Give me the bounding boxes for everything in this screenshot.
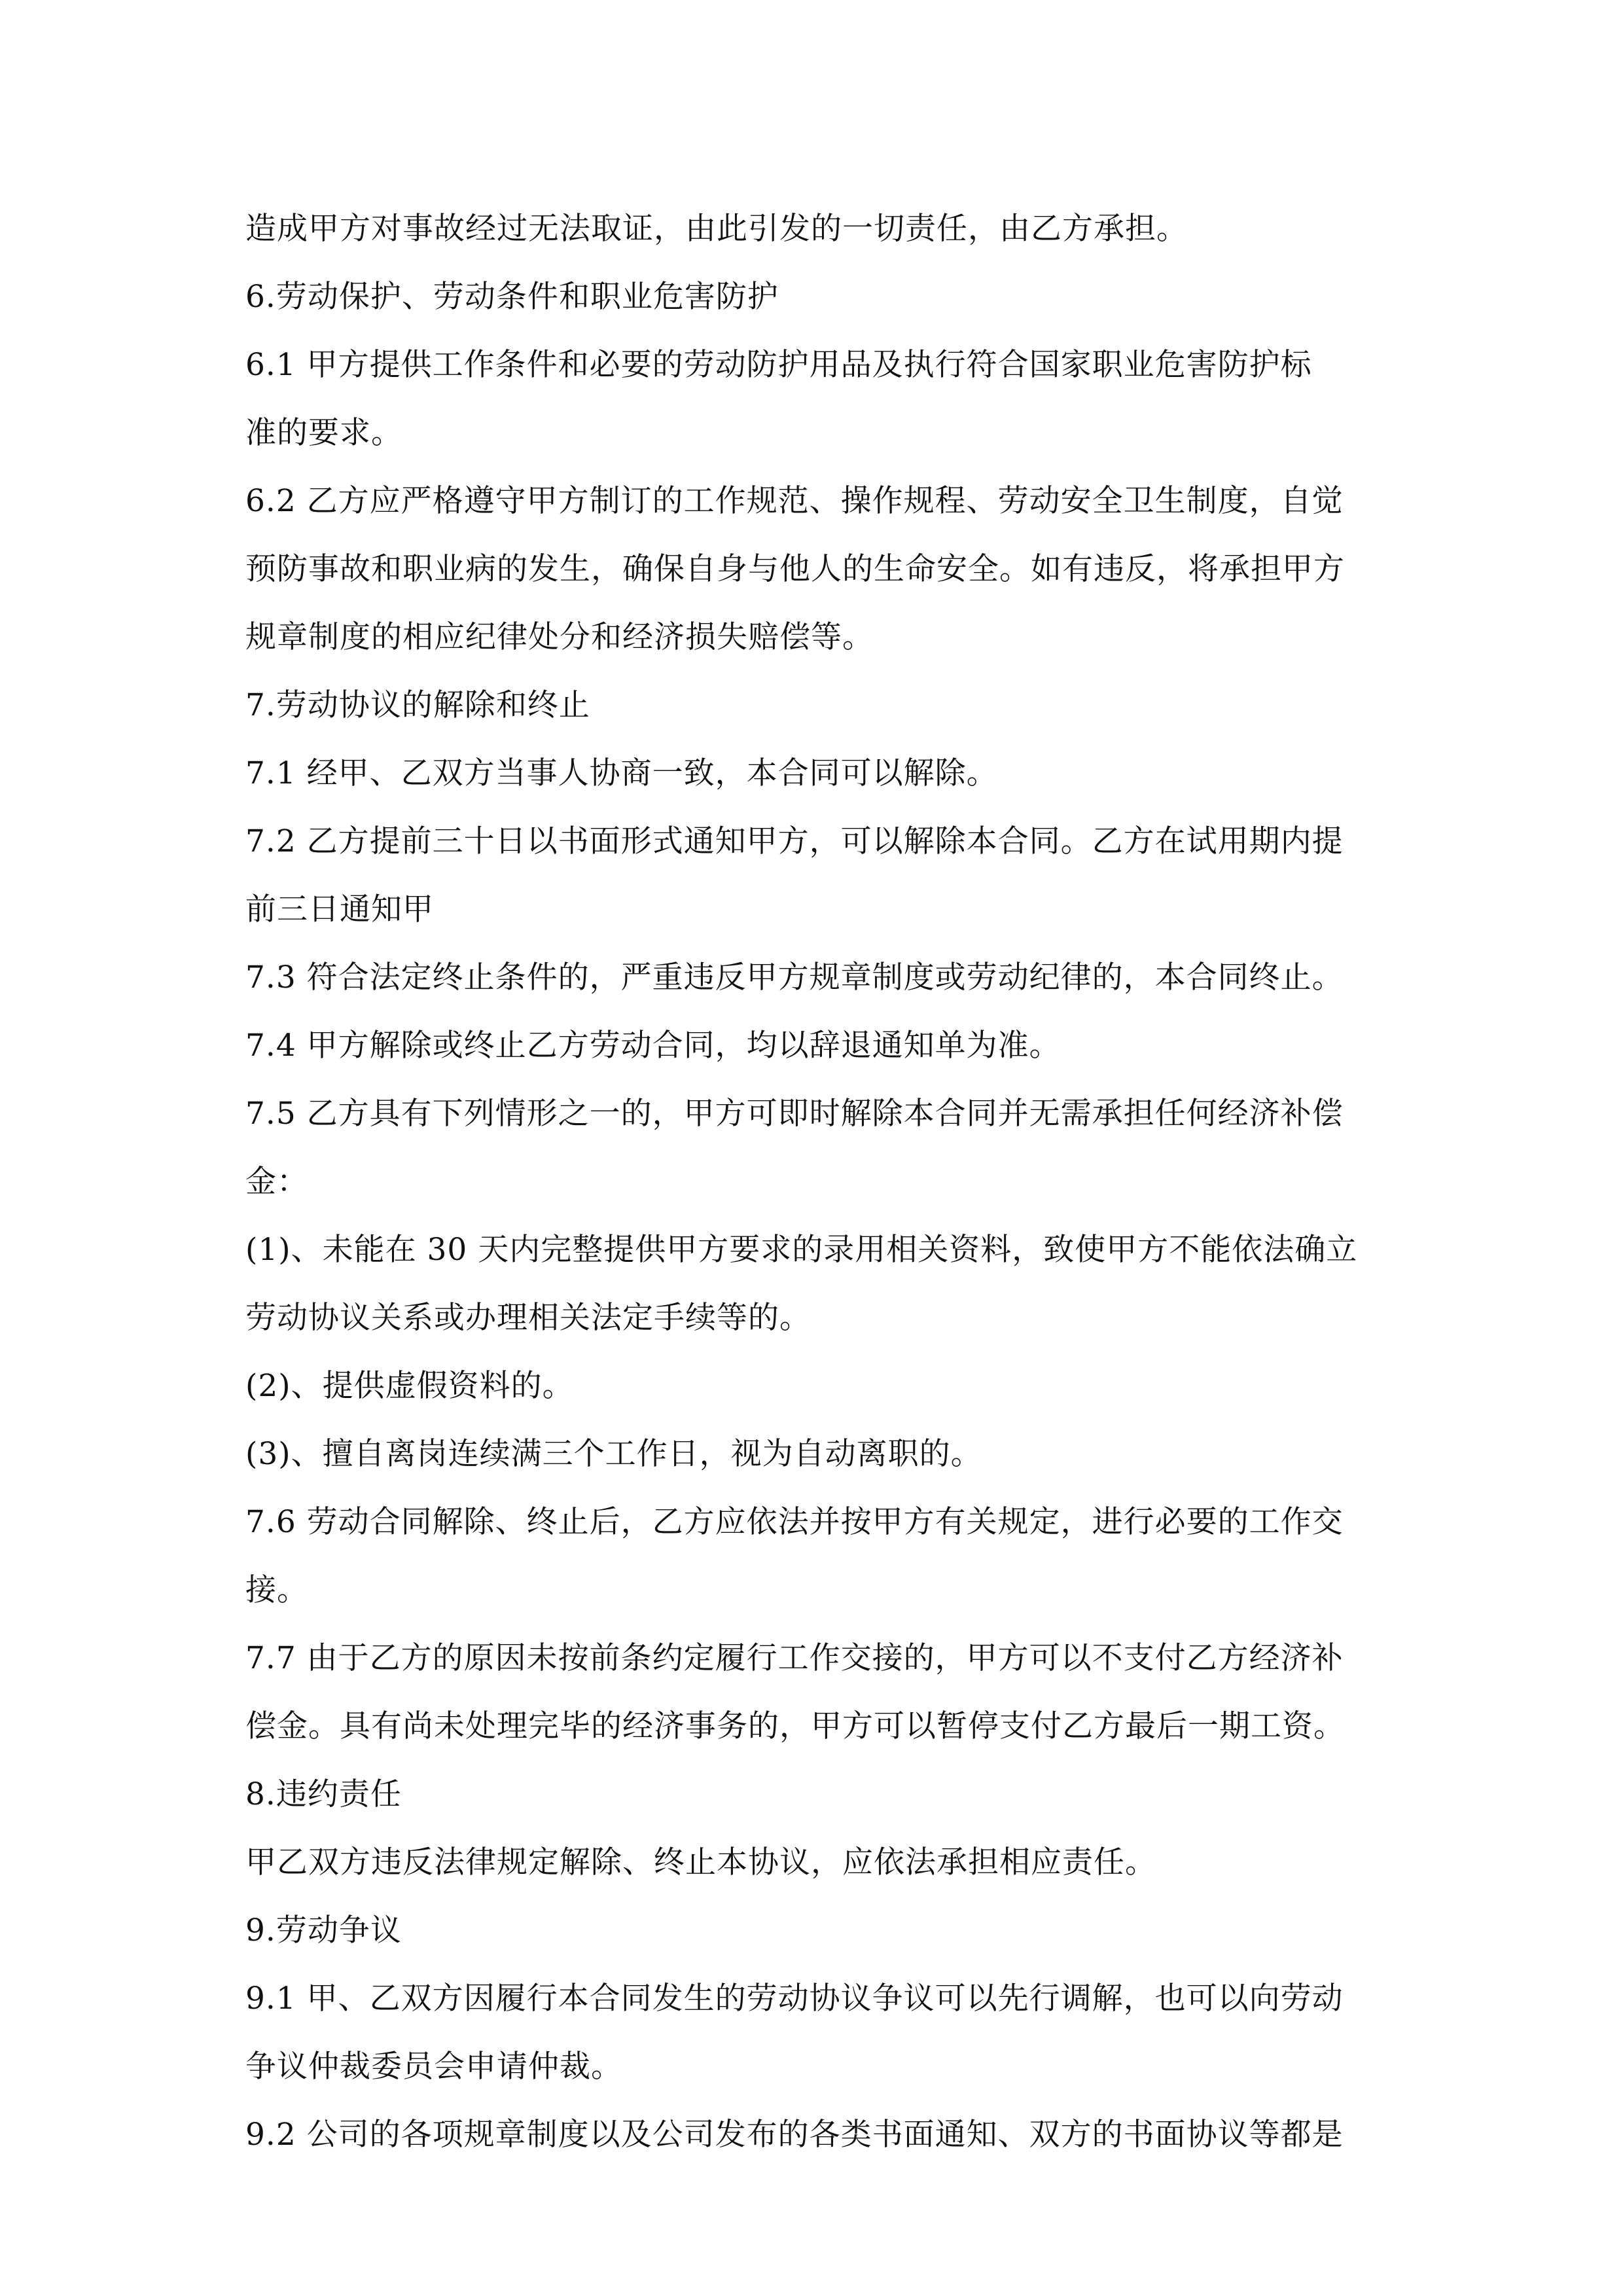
text-line: 7.7 由于乙方的原因未按前条约定履行工作交接的，甲方可以不支付乙方经济补 xyxy=(245,1640,1344,1676)
text-line: 6.1 甲方提供工作条件和必要的劳动防护用品及执行符合国家职业危害防护标 xyxy=(245,347,1312,383)
section-heading: 6.劳动保护、劳动条件和职业危害防护 xyxy=(245,279,779,315)
text-line: 规章制度的相应纪律处分和经济损失赔偿等。 xyxy=(245,619,874,655)
text-line: 9.2 公司的各项规章制度以及公司发布的各类书面通知、双方的书面协议等都是 xyxy=(245,2117,1344,2153)
text-line: 7.4 甲方解除或终止乙方劳动合同，均以辞退通知单为准。 xyxy=(245,1028,1061,1064)
text-line: 金： xyxy=(245,1164,308,1200)
text-line: 7.5 乙方具有下列情形之一的，甲方可即时解除本合同并无需承担任何经济补偿 xyxy=(245,1096,1344,1132)
text-line: 甲乙双方违反法律规定解除、终止本协议，应依法承担相应责任。 xyxy=(245,1844,1156,1880)
text-line: 9.1 甲、乙双方因履行本合同发生的劳动协议争议可以先行调解，也可以向劳动 xyxy=(245,1981,1344,2017)
text-line: 劳动协议关系或办理相关法定手续等的。 xyxy=(245,1300,811,1336)
text-line: 接。 xyxy=(245,1572,308,1608)
text-line: 7.6 劳动合同解除、终止后，乙方应依法并按甲方有关规定，进行必要的工作交 xyxy=(245,1504,1344,1540)
document-body xyxy=(245,195,1397,2169)
text-line: (3)、擅自离岗连续满三个工作日，视为自动离职的。 xyxy=(245,1436,982,1472)
text-line: 前三日通知甲 xyxy=(245,891,434,927)
text-line: 准的要求。 xyxy=(245,415,402,451)
section-heading: 7.劳动协议的解除和终止 xyxy=(245,687,590,723)
section-heading: 9.劳动争议 xyxy=(245,1912,402,1948)
text-line: 造成甲方对事故经过无法取证，由此引发的一切责任，由乙方承担。 xyxy=(245,211,1188,247)
text-line: (2)、提供虚假资料的。 xyxy=(245,1368,574,1404)
text-line: 预防事故和职业病的发生，确保自身与他人的生命安全。如有违反，将承担甲方 xyxy=(245,551,1345,587)
text-line: 争议仲裁委员会申请仲裁。 xyxy=(245,2049,622,2085)
section-heading: 8.违约责任 xyxy=(245,1776,402,1812)
text-line: 7.1 经甲、乙双方当事人协商一致，本合同可以解除。 xyxy=(245,755,998,791)
text-line: 6.2 乙方应严格遵守甲方制订的工作规范、操作规程、劳动安全卫生制度，自觉 xyxy=(245,483,1344,519)
text-line: (1)、未能在 30 天内完整提供甲方要求的录用相关资料，致使甲方不能依法确立 xyxy=(245,1232,1358,1268)
text-line: 偿金。具有尚未处理完毕的经济事务的，甲方可以暂停支付乙方最后一期工资。 xyxy=(245,1708,1345,1744)
text-line: 7.3 符合法定终止条件的，严重违反甲方规章制度或劳动纪律的，本合同终止。 xyxy=(245,960,1344,996)
text-line: 7.2 乙方提前三十日以书面形式通知甲方，可以解除本合同。乙方在试用期内提 xyxy=(245,823,1344,859)
